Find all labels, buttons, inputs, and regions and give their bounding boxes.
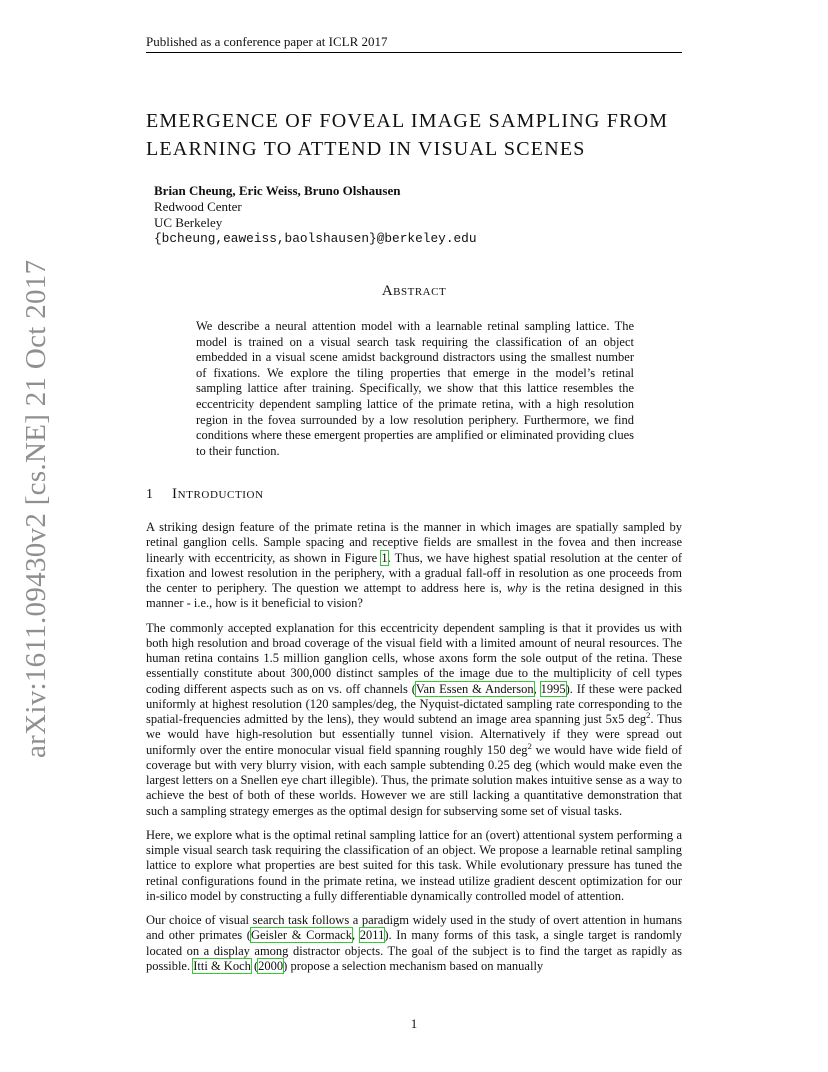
introduction-body <box>146 520 682 983</box>
p1-text-a: A striking design feature of the primate retina is the manner in which images are spatially sampled by retinal ganglion cells. Sample spacing and receptive fields are smallest in the fovea and then increase linearly with eccentricity, as shown in Figure <box>146 520 682 565</box>
figure-link[interactable]: 1 <box>381 550 388 565</box>
citation-year-link-2011[interactable]: 2011 <box>359 928 385 943</box>
paragraph-4 <box>146 913 682 974</box>
p4-open-paren: ( <box>250 958 259 973</box>
paragraph-1 <box>146 520 682 612</box>
affiliation-line-2: UC Berkeley <box>154 215 223 230</box>
p2-superscript-1: 2 <box>646 709 651 720</box>
citation-link-itti-koch[interactable]: Itti & Koch <box>193 958 251 973</box>
title-line-2: LEARNING TO ATTEND IN VISUAL SCENES <box>146 138 586 160</box>
abstract-heading-text: Abstract <box>381 283 447 299</box>
p2-text-a: The commonly accepted explanation for this eccentricity dependent sampling is that it provides us with both high resolution and broad coverage of the visual field with a limited amount of neural resources. The human retina contains 1.5 million ganglion cells, whose axons form the sole output of the retina. These essentially constitute about 300,000 distinct samples of the image due to the multiplicity of cell types coding different aspects such as on vs. off channels ( <box>146 620 682 696</box>
paragraph-2 <box>146 621 682 819</box>
p2-text-b: ). If these were packed uniformly at highest resolution (120 samples/deg, the Nyquist-dictated sampling rate corresponding to the spatial-frequencies admitted by the lens), they would subtend an image area spanning just 5x5 deg <box>146 681 682 726</box>
header-rule <box>146 52 682 53</box>
p4-text-a: Our choice of visual search task follows a paradigm widely used in the study of overt attention in humans and other primates ( <box>146 913 682 943</box>
p1-emphasis: why <box>506 581 528 595</box>
page-number: 1 <box>410 1016 418 1031</box>
section-heading-introduction <box>146 486 264 503</box>
author-emails: {bcheung,eaweiss,baolshausen}@berkeley.edu <box>154 231 477 246</box>
section-number: 1 <box>146 487 154 502</box>
p2-text-c: . Thus we would have high-resolution but essentially tunnel vision. Alternatively if they were spread out uniformly over the entire monocular visual field spanning roughly 150 deg <box>146 712 682 757</box>
citation-year-link-2000[interactable]: 2000 <box>258 958 284 973</box>
abstract-body <box>196 319 634 459</box>
p4-comma: , <box>351 928 360 943</box>
paragraph-3: Here, we explore what is the optimal retinal sampling lattice for an (overt) attentional system performing a simple visual search task requiring the classification of an object. We propose a learnable retinal sampling lattice to explore what properties are best suited for this task. While evolutionary pressure has tuned the retinal configurations found in the primate retina, we instead utilize gradient descent optimization for our in-silico model by constructing a fully differentiable dynamically controlled model of attention. <box>146 827 682 903</box>
author-block <box>154 183 477 247</box>
arxiv-side-label: arXiv:1611.09430v2 [cs.NE] 21 Oct 2017 <box>20 259 52 758</box>
p1-text-c: is the retina designed in this manner - i.e., how is it beneficial to vision? <box>146 581 683 611</box>
p2-superscript-2: 2 <box>527 740 532 751</box>
p1-text-b: . Thus, we have highest spatial resolution at the center of fixation and lowest resolution in the periphery, with a gradual fall-off in resolution as one proceeds from the center to periphery. The question we attempt to address here is, <box>146 550 682 595</box>
citation-link-van-essen[interactable]: Van Essen & Anderson <box>415 681 534 696</box>
abstract-heading <box>0 283 828 300</box>
p4-text-c: ) propose a selection mechanism based on manually <box>283 958 544 973</box>
title-line-1: EMERGENCE OF FOVEAL IMAGE SAMPLING FROM <box>146 110 669 132</box>
citation-link-geisler[interactable]: Geisler & Cormack <box>250 928 352 943</box>
running-header: Published as a conference paper at ICLR 2017 <box>146 34 388 49</box>
section-title: Introduction <box>172 486 264 502</box>
abstract-text: We describe a neural attention model with a learnable retinal sampling lattice. The model is trained on a visual search task requiring the classification of an object embedded in a visual scene amidst background distractors using the smallest number of fixations. We explore the tiling properties that emerge in the model’s retinal sampling lattice after training. Specifically, we show that this lattice resembles the eccentricity dependent sampling lattice of the primate retina, with a high resolution region in the fovea surrounded by a low resolution periphery. Furthermore, we find conditions where these emergent properties are amplified or eliminated providing clues to their function. <box>196 319 634 458</box>
p4-text-b: ). In many forms of this task, a single target is randomly located on a display among distractor objects. The goal of the subject is to find the target as rapidly as possible. <box>146 928 683 973</box>
affiliation-line-1: Redwood Center <box>154 199 242 214</box>
author-names: Brian Cheung, Eric Weiss, Bruno Olshausen <box>154 183 401 198</box>
p2-text-d: we would have wide field of coverage but with very blurry vision, with each sample subtending 0.25 deg (which would make even the largest letters on a Snellen eye chart illegible). Thus, the primate solution makes intuitive sense as a way to achieve the best of both of these worlds. However we are still lacking a quantitative demonstration that such a sampling strategy emerges as the optimal design for subserving some set of visual tasks. <box>146 742 683 818</box>
p2-comma: , <box>533 681 541 696</box>
paper-title <box>146 107 706 163</box>
citation-year-link-1995[interactable]: 1995 <box>540 681 566 696</box>
